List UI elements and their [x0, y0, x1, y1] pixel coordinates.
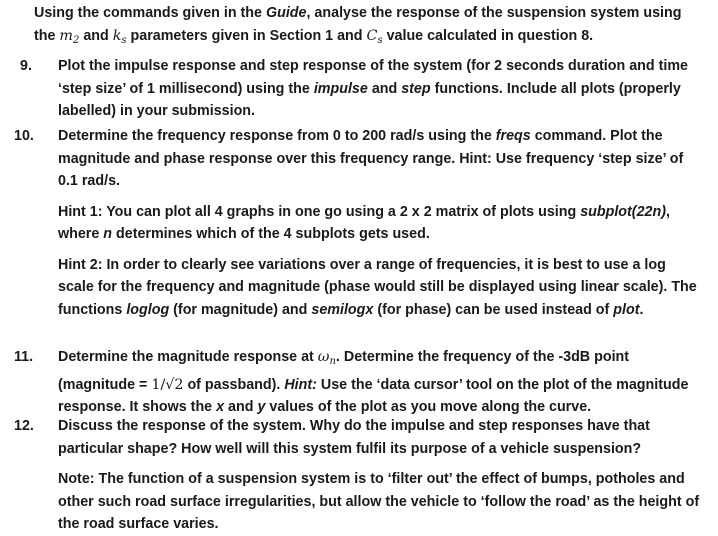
ks-symbol: $k_s$: [112, 27, 127, 46]
hint-2: Hint 2: In order to clearly see variations over a range of frequencies, it is best to use a log scale for the frequency and magnitude (phase would still be displayed using linear scale). The functions loglog (for magnitude) and semilogx (for phase) can be used instead of plot.: [58, 256, 697, 318]
freqs-term: freqs: [495, 128, 531, 144]
ratio-symbol: 1/√2: [151, 376, 184, 393]
question-9: [14, 55, 704, 123]
guide-term: Guide: [265, 5, 307, 21]
plot-term: plot: [613, 301, 640, 318]
question-text: Determine the magnitude response at $\omega_n$. Determine the frequency of the -3dB point (magnitude = 1/√2 of passband). Hint: Use the ‘data cursor’ tool on the plot of the magnitude response. It shows the x and y values of the plot as you move along the curve.: [58, 349, 689, 415]
loglog-term: loglog: [126, 301, 170, 318]
question-text: Plot the impulse response and step response of the system (for 2 seconds duration and time ‘step size’ of 1 millisecond) using the impulse and step functions. Include all plots (properly labelled) in your submission.: [58, 58, 688, 119]
subplot-term: subplot(22n): [580, 203, 666, 220]
step-term: step: [401, 80, 431, 97]
question-number: 12.: [14, 418, 34, 434]
question-number: 10.: [14, 128, 34, 144]
m2-symbol: $m_2$: [59, 27, 80, 46]
semilogx-term: semilogx: [311, 301, 374, 318]
question-number: 9.: [20, 58, 32, 74]
impulse-term: impulse: [313, 80, 368, 97]
hint-1: Hint 1: You can plot all 4 graphs in one go using a 2 x 2 matrix of plots using subplot(22n), where n determines which of the 4 subplots gets used.: [58, 203, 670, 242]
cs-symbol: $C_s$: [366, 27, 383, 46]
question-11: [14, 346, 704, 419]
question-12: [14, 415, 704, 536]
omega-n-symbol: $\omega_n$: [317, 349, 336, 367]
question-text: Determine the frequency response from 0 to 200 rad/s using the freqs command. Plot the magnitude and phase response over this frequency range. Hint: Use frequency ‘step size’ of 0.1 rad/s. Hint 1: You can plot all 4 graphs in one go using a 2 x 2 matrix of plots using subplot(22n), where n determines which of the 4 subplots gets used. Hint 2: In order to clearly see variations over a range of frequencies, it is best to use a log scale for the frequency and magnitude (phase would still be displayed using linear scale). The functions loglog (for magnitude) and semilogx (for phase) can be used instead of plot.: [58, 125, 704, 321]
note: Note: The function of a suspension system is to ‘filter out’ the effect of bumps, potholes and other such road surface irregularities, but allow the vehicle to ‘follow the road’ as the height of the road surface varies.: [58, 471, 700, 532]
intro-paragraph: Using the commands given in the Guide, analyse the response of the suspension system using the $m_2$ and $k_s$ parameters given in Section 1 and $C_s$ value calculated in question 8.: [34, 5, 682, 46]
question-10: [14, 125, 704, 321]
question-text: Discuss the response of the system. Why do the impulse and step responses have that particular shape? How well will this system fulfil its purpose of a vehicle suspension? Note: The function of a suspension system is to ‘filter out’ the effect of bumps, potholes and other such road surface irregularities, but allow the vehicle to ‘follow the road’ as the height of the road surface varies.: [58, 415, 704, 536]
question-number: 11.: [14, 349, 34, 365]
